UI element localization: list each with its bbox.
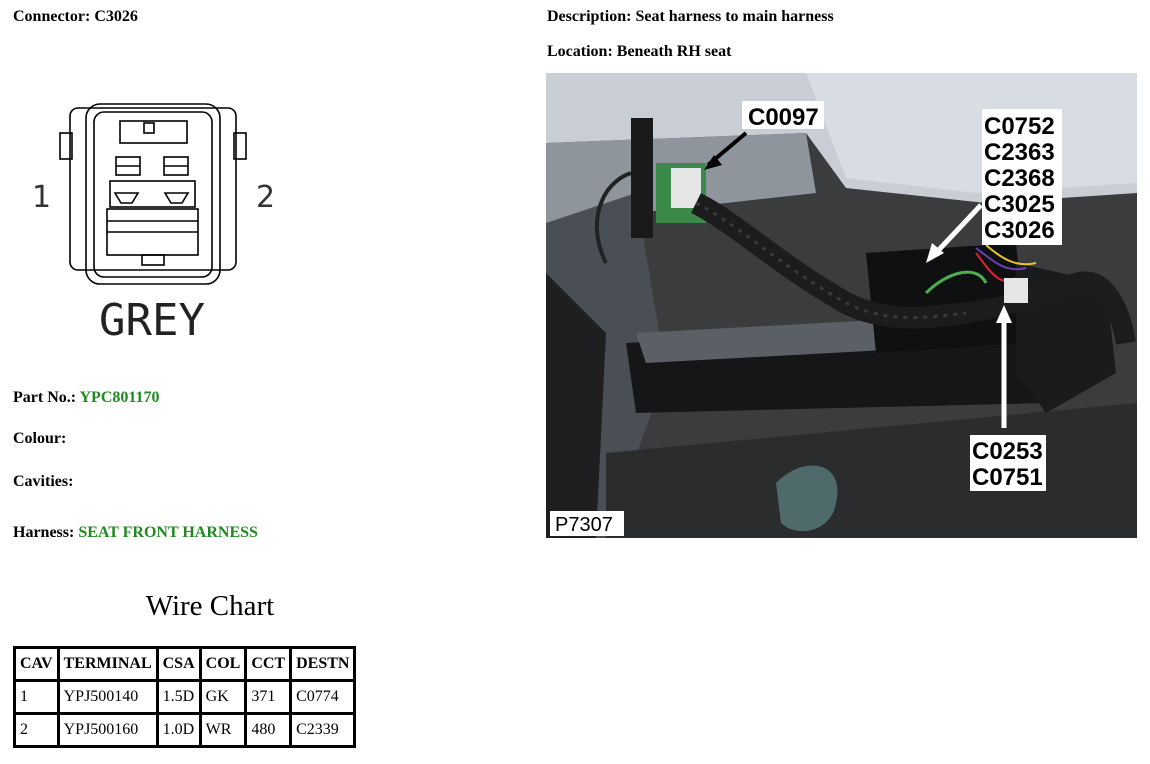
harness-link[interactable]: SEAT FRONT HARNESS: [78, 524, 258, 541]
cell-terminal: YPJ500140: [60, 682, 156, 712]
cell-csa: 1.5D: [159, 682, 199, 712]
callout-c0253: C0253: [972, 438, 1043, 465]
callout-c2368: C2368: [984, 165, 1055, 192]
harness-label: Harness:: [13, 524, 75, 541]
header-cct: CCT: [247, 649, 289, 679]
wire-chart-header-row: [16, 649, 353, 679]
table-row: [16, 715, 353, 745]
header-terminal: TERMINAL: [60, 649, 156, 679]
colour-row: [13, 430, 66, 448]
connector-label: Connector:: [13, 8, 91, 25]
photo-reference: P7307: [555, 514, 613, 536]
callout-c3026: C3026: [984, 217, 1055, 244]
harness-row: [13, 524, 258, 542]
cell-col: WR: [202, 715, 245, 745]
cavities-row: [13, 473, 73, 491]
wire-chart-table: [13, 646, 356, 748]
cell-csa: 1.0D: [159, 715, 199, 745]
colour-text: GREY: [99, 295, 205, 346]
cell-cct: 371: [247, 682, 289, 712]
cell-terminal: YPJ500160: [60, 715, 156, 745]
wire-chart-title: Wire Chart: [145, 590, 275, 622]
header-destn: DESTN: [292, 649, 353, 679]
connector-face-diagram: [20, 95, 290, 355]
location-photo: [546, 73, 1137, 538]
location-label: Location:: [547, 43, 613, 60]
cell-destn: C0774: [292, 682, 353, 712]
cell-col: GK: [202, 682, 245, 712]
connector-label-row: [13, 8, 138, 26]
callout-c3025: C3025: [984, 191, 1055, 218]
location-value: Beneath RH seat: [616, 43, 732, 60]
description-label: Description:: [547, 8, 632, 25]
part-number-link[interactable]: YPC801170: [79, 389, 160, 406]
part-label: Part No.:: [13, 389, 77, 406]
table-row: [16, 682, 353, 712]
cavities-label: Cavities:: [13, 473, 74, 490]
cell-cav: 1: [16, 682, 57, 712]
header-col: COL: [202, 649, 245, 679]
header-csa: CSA: [159, 649, 199, 679]
pin-1-label: 1: [32, 180, 52, 215]
pin-2-label: 2: [256, 180, 276, 215]
callout-c0751: C0751: [972, 464, 1043, 491]
callout-c2363: C2363: [984, 139, 1055, 166]
colour-label: Colour:: [13, 430, 67, 447]
cell-cct: 480: [247, 715, 289, 745]
callout-c0097: C0097: [748, 104, 819, 131]
description-value: Seat harness to main harness: [635, 8, 834, 25]
connector-value: C3026: [94, 8, 138, 25]
header-cav: CAV: [16, 649, 57, 679]
part-row: [13, 389, 160, 407]
cell-destn: C2339: [292, 715, 353, 745]
callout-c0752: C0752: [984, 113, 1055, 140]
cell-cav: 2: [16, 715, 57, 745]
location-row: [547, 43, 731, 61]
description-row: [547, 8, 834, 26]
